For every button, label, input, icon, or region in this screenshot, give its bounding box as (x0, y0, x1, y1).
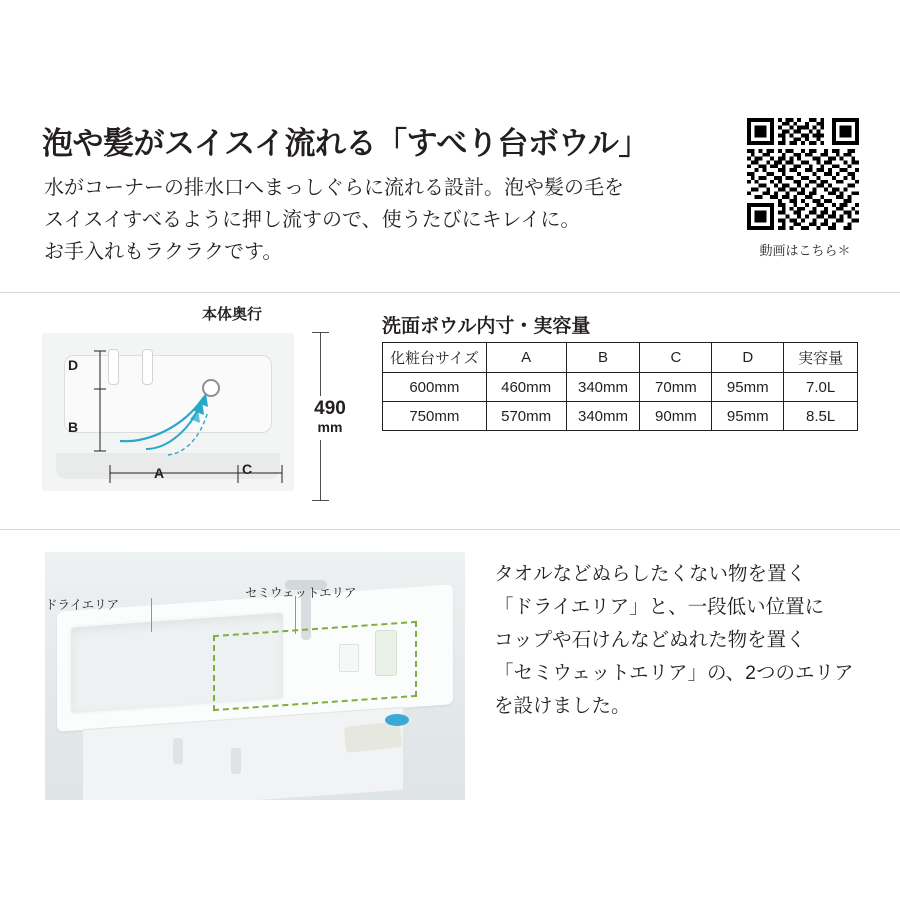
table-row (383, 402, 858, 431)
cabinet-handle (231, 748, 241, 774)
depth-unit: mm (317, 419, 343, 435)
lead-paragraph (44, 172, 704, 268)
qr-caption: 動画はこちら＊ (759, 243, 851, 258)
lead-line-3: お手入れもラクラクです。 (44, 241, 283, 263)
cell-a: 570mm (486, 402, 566, 431)
cell-size: 750mm (383, 402, 487, 431)
label-semi-wet-area: セミウェットエリア (245, 586, 357, 600)
depth-cap-top (312, 332, 329, 333)
dimension-label-d: D (68, 357, 79, 373)
right-line-5: を設けました。 (494, 695, 631, 717)
col-header-size: 化粧台サイズ (383, 343, 487, 373)
right-line-2: 「ドライエリア」と、一段低い位置に (494, 596, 825, 618)
dry-area-leader-line (151, 598, 152, 632)
col-header-b: B (566, 343, 640, 373)
divider-bottom (0, 529, 900, 530)
semi-wet-area-outline (213, 621, 417, 711)
cell-d: 95mm (712, 402, 784, 431)
qr-code-icon[interactable] (747, 118, 859, 230)
basin-dimension-lines (42, 333, 310, 503)
blue-cap-object (385, 714, 409, 726)
dimension-label-b: B (68, 419, 79, 435)
basin-diagram (42, 333, 310, 503)
dimension-label-c: C (242, 461, 253, 477)
lead-line-2: スイスイすべるように押し流すので、使うたびにキレイに。 (44, 209, 581, 231)
col-header-c: C (640, 343, 712, 373)
label-dry-area: ドライエリア (45, 598, 120, 612)
depth-caption: 本体奥行 (202, 306, 263, 323)
right-line-1: タオルなどぬらしたくない物を置く (494, 563, 807, 585)
cell-c: 90mm (640, 402, 712, 431)
depth-number: 490 (314, 398, 346, 419)
cell-capacity: 8.5L (784, 402, 858, 431)
page-title: 泡や髪がスイスイ流れる「すべり台ボウル」 (42, 126, 649, 161)
lead-line-1: 水がコーナーの排水口へまっしぐらに流れる設計。泡や髪の毛を (44, 177, 624, 199)
cell-size: 600mm (383, 373, 487, 402)
right-description (494, 558, 874, 723)
right-line-3: コップや石けんなどぬれた物を置く (494, 629, 806, 651)
spec-table (382, 342, 858, 431)
divider-top (0, 292, 900, 293)
cell-c: 70mm (640, 373, 712, 402)
table-header-row (383, 343, 858, 373)
table-row (383, 373, 858, 402)
cell-b: 340mm (566, 402, 640, 431)
cell-d: 95mm (712, 373, 784, 402)
cabinet-handle (173, 738, 183, 764)
table-title: 洗面ボウル内寸・実容量 (382, 316, 591, 337)
depth-cap-bottom (312, 500, 329, 501)
dimension-label-a: A (154, 465, 165, 481)
qr-block[interactable] (747, 118, 863, 259)
wet-area-leader-line (295, 596, 296, 634)
col-header-d: D (712, 343, 784, 373)
right-line-4: 「セミウェットエリア」の、2つのエリア (494, 662, 854, 684)
col-header-capacity: 実容量 (784, 343, 858, 373)
cell-capacity: 7.0L (784, 373, 858, 402)
col-header-a: A (486, 343, 566, 373)
cell-a: 460mm (486, 373, 566, 402)
depth-value (303, 396, 357, 440)
cell-b: 340mm (566, 373, 640, 402)
